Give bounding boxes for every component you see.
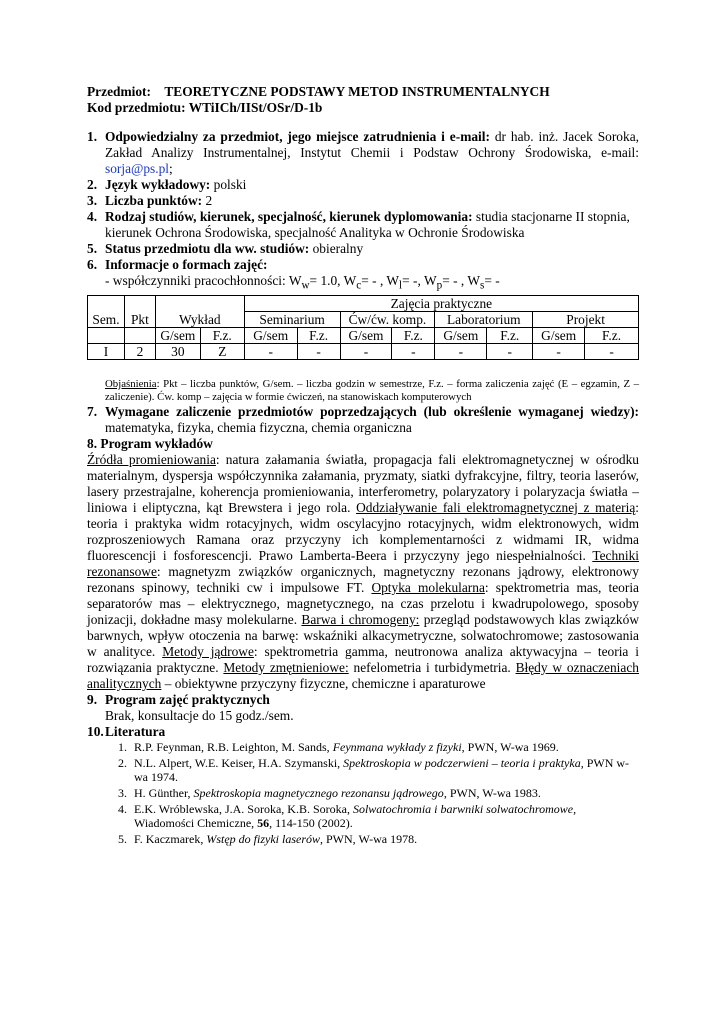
topic-title: Źródła promieniowania [87,451,216,467]
ref-volume: 56 [257,815,270,830]
subheader-cell: G/sem [435,327,487,343]
subheader-cell: F.z. [200,327,244,343]
list-item [130,740,639,754]
table-cell: - [533,343,585,359]
section-label: Program wykładów [97,435,213,451]
list-item [130,832,639,846]
topic-text: : magnetyzm związków organicznych, magnetyczny rezonans jądrowy, elektronowy rezonans spinowy, techniki cw i impulsowe FT. [87,563,639,595]
subheader-cell: G/sem [340,327,392,343]
lecture-program [87,452,639,692]
literature-list [87,740,639,846]
ref-publisher: , PWN, W-wa 1983. [443,785,541,800]
subheader-cell: F.z. [392,327,435,343]
subheader-cell: G/sem [244,327,297,343]
coef-sub: p [436,279,443,292]
ref-publisher: , PWN, W-wa 1969. [461,739,559,754]
table-cell: - [340,343,392,359]
topic-title: Metody jądrowe [162,643,254,659]
explanation-text: : Pkt – liczba punktów, G/sem. – liczba godzin w semestrze, F.z. – forma zaliczenia zajęć (E – egzamin, Z – zaliczenie). Ćw. komp – zajęcia w formie ćwiczeń, na stanowiskach komputerowych [105,377,639,403]
section-number: 3. [87,193,98,208]
topic-text: : natura załamania światła, propagacja fali elektromagnetycznej w ośrodku materialnym, dyspersja współczynnika załamania, pryzmaty, siatki dyfrakcyjne, filtry, teoria laserów, lasery przestrajalne, koherencja promieniowania, interferometry, polaryzatory i polaryzacja światła – liniowa i eliptyczna, kąt Brewstera i jego rola. [87,451,639,515]
section-label: Odpowiedzialny za przedmiot, jego miejsce zatrudnienia i e-mail: [105,129,490,144]
section-label: Status przedmiotu dla ww. studiów: [105,241,310,256]
workload-coefficients [87,273,639,294]
coef-val: = - , W [361,273,400,288]
section-literature [87,724,639,740]
section-responsible [87,129,639,177]
topic-title: Metody zmętnieniowe: [223,659,349,675]
section-text: matematyka, fizyka, chemia fizyczna, chemia organiczna [105,419,412,435]
table-row [88,343,639,359]
section-language [87,177,639,193]
section-number: 4. [87,209,98,224]
header-seminar: Seminarium [244,311,340,327]
section-study-type [87,209,639,241]
header-laboratory: Laboratorium [435,311,533,327]
topic-title: Barwa i chromogeny: [301,611,420,627]
table-cell: - [435,343,487,359]
ref-publisher: Wiadomości Chemiczne, [134,815,258,830]
topic-title: Oddziaływanie fali elektromagnetycznej z materią [356,499,636,515]
code-line [87,100,639,116]
ref-publisher: , PWN, W-wa 1978. [320,831,418,846]
subject-label: Przedmiot: [87,84,151,99]
subheader-cell: G/sem [533,327,585,343]
table-cell: - [487,343,533,359]
email-link[interactable]: sorja@ps.pl [105,161,170,176]
section-number: 2. [87,177,98,192]
section-number: 9. [87,691,98,707]
table-cell: I [88,343,125,359]
ref-title: Spektroskopia magnetycznego rezonansu jądrowego [193,785,444,800]
subheader-cell: F.z. [585,327,639,343]
coef-prefix: - współczynniki pracochłonności: W [105,273,302,288]
topic-text: nefelometria i turbidymetria. [348,659,516,675]
code-value: WTiICh/IISt/OSr/D-1b [188,100,323,115]
forms-table [87,295,639,360]
header-practical: Zajęcia praktyczne [244,295,638,311]
ref-authors: H. Günther, [134,785,194,800]
topic-title: Optyka molekularna [371,579,485,595]
table-explanation [87,378,639,404]
section-number: 7. [87,403,98,419]
section-prerequisites [87,404,639,436]
section-text: obieralny [309,241,364,256]
section-status [87,241,639,257]
section-text: studia stacjonarne II stopnia, kierunek Ochrona Środowiska, specjalność Analityka w Ochronie Środowiska [105,209,630,240]
section-points [87,193,639,209]
topic-title: Błędy w oznaczeniach analitycznych [87,659,639,691]
section-number: 8. [87,435,98,451]
table-cell [124,327,155,343]
document-page [87,84,639,848]
topic-text: : spektrometria gamma, neutronowa analiza aktywacyjna – teoria i rozwiązania praktyczne. [87,643,639,675]
header-lecture: Wykład [155,295,244,327]
section-label: Liczba punktów: [105,193,203,208]
coef-sub: s [480,279,485,292]
section-label: Informacje o formach zajęć: [105,257,268,272]
subheader-cell: G/sem [155,327,200,343]
topic-title: Techniki rezonansowe [87,547,639,579]
section-number: 1. [87,129,98,144]
ref-authors: E.K. Wróblewska, J.A. Soroka, K.B. Soroka, [134,801,353,816]
coef-val: = -, W [402,273,437,288]
table-cell: 30 [155,343,200,359]
header-project: Projekt [533,311,639,327]
coef-sub: c [356,279,362,292]
header-pkt: Pkt [124,295,155,327]
practical-text: Brak, konsultacje do 15 godz./sem. [105,707,294,723]
list-item [130,786,639,800]
subject-value: TEORETYCZNE PODSTAWY METOD INSTRUMENTALNYCH [164,84,550,99]
section-label: Język wykładowy: [105,177,211,192]
coef-sub: w [301,279,310,292]
list-item [130,756,639,784]
subheader-cell: F.z. [487,327,533,343]
topic-text: : spektrometria mas, teoria separatorów mas – elektrycznego, magnetycznego, na czas przelotu i kwadrupolowego, sposoby jonizacji, dokładne masy molekularne. [87,579,639,627]
topic-text: : teoria i praktyka widm rotacyjnych, widm oscylacyjno rotacyjnych, widm elektronowych, widm rozproszeniowych Ramana oraz przyczyny ich komplementarności z widmami IR, widma fluorescencji i fosforescencji. Prawo Lamberta-Beera i przyczyny jego niespełnialności. [87,499,639,563]
coef-val: = - , W [442,273,480,288]
section-practical [87,692,639,708]
section-number: 6. [87,257,98,272]
table-cell: 2 [124,343,155,359]
ref-title: Feynmana wykłady z fizyki [332,739,462,754]
ref-title: Solwatochromia i barwniki solwatochromowe, [352,801,577,816]
ref-title: Spektroskopia w podczerwieni – teoria i praktyka, [343,755,584,770]
section-text: polski [210,177,247,192]
section-number: 5. [87,241,98,256]
section-label: Program zajęć praktycznych [105,691,270,707]
table-cell: - [392,343,435,359]
coef-sub: l [399,279,403,292]
section-text: 2 [202,193,213,208]
section-lectures-heading [87,436,639,452]
section-tail: ; [169,161,173,176]
subject-line [87,84,639,100]
list-item [130,802,639,830]
ref-title: Wstęp do fizyki laserów [206,831,320,846]
section-label: Wymagane zaliczenie przedmiotów poprzedzających (lub określenie wymaganej wiedzy): [105,403,639,419]
table-cell: - [585,343,639,359]
subheader-cell: F.z. [297,327,340,343]
code-label: Kod przedmiotu: [87,100,186,115]
table-cell [88,327,125,343]
coef-val: = - [484,273,500,288]
ref-authors: N.L. Alpert, W.E. Keiser, H.A. Szymanski, [134,755,344,770]
section-label: Literatura [105,723,166,739]
ref-pages: , 114-150 (2002). [269,815,353,830]
coef-val: = 1.0, W [309,273,357,288]
section-label: Rodzaj studiów, kierunek, specjalność, kierunek dyplomowania: [105,209,473,224]
section-number: 10. [87,723,104,739]
header-exercises: Ćw/ćw. komp. [340,311,435,327]
table-cell: - [297,343,340,359]
section-forms [87,257,639,273]
ref-authors: F. Kaczmarek, [134,831,207,846]
table-cell: Z [200,343,244,359]
ref-authors: R.P. Feynman, R.B. Leighton, M. Sands, [134,739,333,754]
topic-text: przegląd podstawowych klas związków barwnych, wpływ otoczenia na barwę: wskaźniki alkacymetryczne, solwatochromowe; zastosowania w analityce. [87,611,639,659]
ref-publisher: PWN w-wa 1974. [134,755,630,784]
section-text: dr hab. inż. Jacek Soroka, Zakład Analizy Instrumentalnej, Instytut Chemii i Podstaw Ochrony Środowiska, e-mail: [105,129,639,160]
table-cell: - [244,343,297,359]
explanation-label: Objaśnienia [105,377,157,390]
header-sem: Sem. [88,295,125,327]
topic-text: – obiektywne przyczyny fizyczne, chemiczne i aparaturowe [161,675,486,691]
